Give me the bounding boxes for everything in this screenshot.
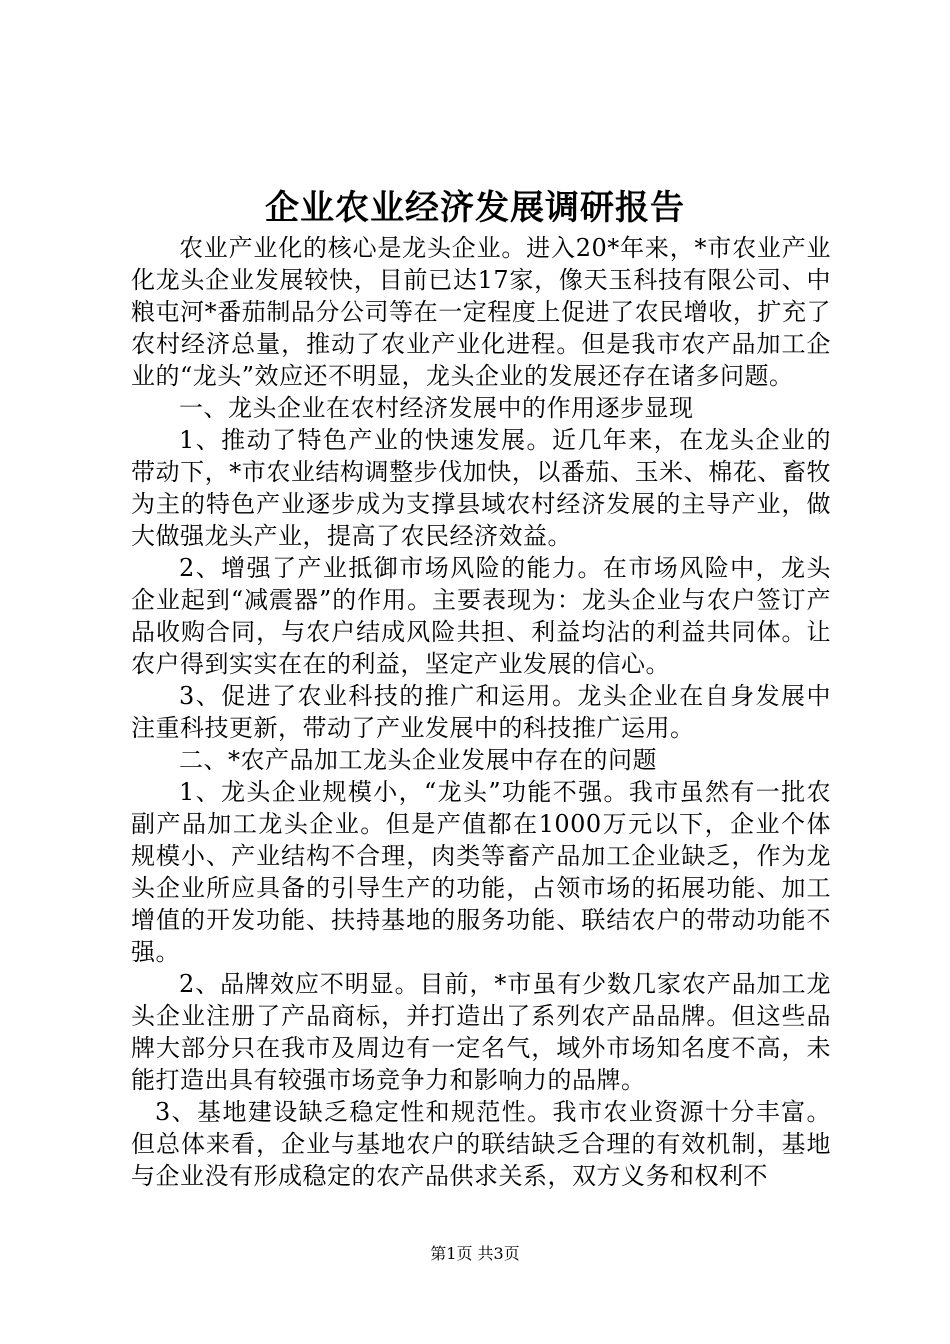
section-heading-2: 二、*农产品加工龙头企业发展中存在的问题 — [179, 746, 657, 774]
paragraph-1-3: 3、促进了农业科技的推广和运用。龙头企业在自身发展中注重科技更新，带动了产业发展中的科技推广运用。 — [131, 682, 831, 742]
document-body — [131, 232, 831, 1192]
page-footer: 第1页 共3页 — [430, 1244, 520, 1263]
paragraph-2-1: 1、龙头企业规模小，“龙头”功能不强。我市虽然有一批农副产品加工龙头企业。但是产值都在1000万元以下，企业个体规模小、产业结构不合理，肉类等畜产品加工企业缺乏，作为龙头企业所应具备的引导生产的功能，占领市场的拓展功能、加工增值的开发功能、扶持基地的服务功能、联结农户的带动功能不强。 — [131, 778, 831, 966]
paragraph-1-1: 1、推动了特色产业的快速发展。近几年来，在龙头企业的带动下，*市农业结构调整步伐加快，以番茄、玉米、棉花、畜牧为主的特色产业逐步成为支撑县域农村经济发展的主导产业，做大做强龙头产业，提高了农民经济效益。 — [131, 426, 831, 550]
paragraph-1-2: 2、增强了产业抵御市场风险的能力。在市场风险中，龙头企业起到“减震器”的作用。主要表现为：龙头企业与农户签订产品收购合同，与农户结成风险共担、利益均沾的利益共同体。让农户得到实实在在的利益，坚定产业发展的信心。 — [131, 554, 831, 678]
paragraph-intro: 农业产业化的核心是龙头企业。进入20*年来，*市农业产业化龙头企业发展较快，目前已达17家，像天玉科技有限公司、中粮屯河*番茄制品分公司等在一定程度上促进了农民增收，扩充了农村经济总量，推动了农业产业化进程。但是我市农产品加工企业的“龙头”效应还不明显，龙头企业的发展还存在诸多问题。 — [131, 234, 831, 390]
paragraph-2-2: 2、品牌效应不明显。目前，*市虽有少数几家农产品加工龙头企业注册了产品商标，并打造出了系列农产品品牌。但这些品牌大部分只在我市及周边有一定名气，域外市场知名度不高，未能打造出具有较强市场竞争力和影响力的品牌。 — [131, 970, 831, 1094]
section-heading-1: 一、龙头企业在农村经济发展中的作用逐步显现 — [179, 394, 694, 422]
document-title: 企业农业经济发展调研报告 — [265, 188, 685, 228]
paragraph-2-3: 3、基地建设缺乏稳定性和规范性。我市农业资源十分丰富。但总体来看，企业与基地农户的联结缺乏合理的有效机制，基地与企业没有形成稳定的农产品供求关系，双方义务和权利不 — [131, 1098, 831, 1190]
